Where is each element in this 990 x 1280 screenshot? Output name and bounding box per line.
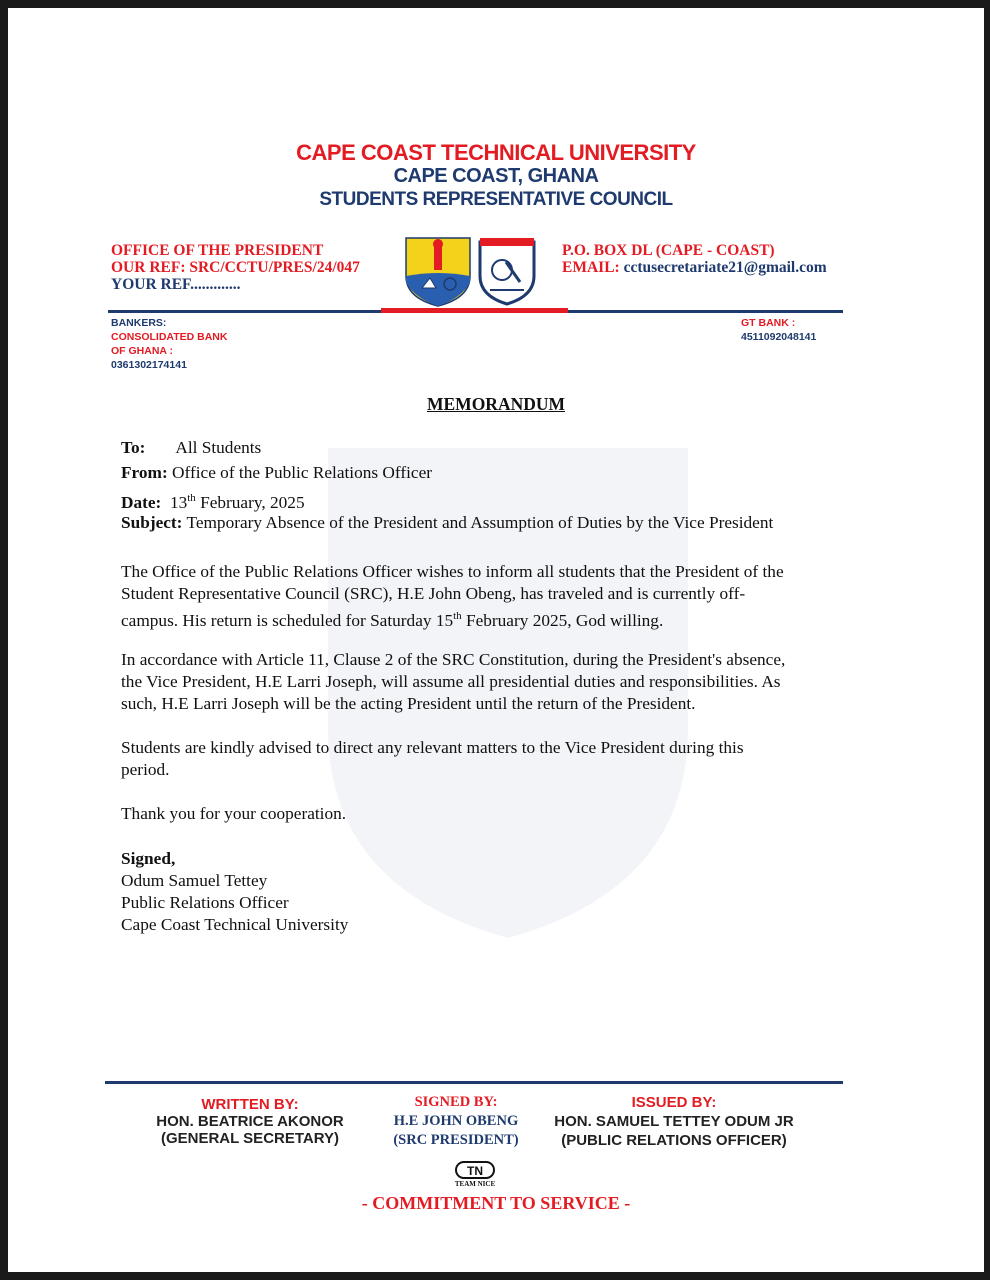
gt-bank-label: GT BANK :: [741, 317, 796, 329]
date-sup: th: [187, 492, 196, 504]
p2-line1: In accordance with Article 11, Clause 2 of the SRC Constitution, during the President's absence,: [121, 650, 786, 669]
p1-line1: The Office of the Public Relations Officer wishes to inform all students that the President of the: [121, 562, 784, 581]
header-rule-right: [568, 310, 843, 313]
written-name: HON. BEATRICE AKONOR: [156, 1113, 344, 1130]
our-ref: OUR REF: SRC/CCTU/PRES/24/047: [111, 259, 360, 276]
memo-subject: [121, 512, 773, 534]
from-value: Office of the Public Relations Officer: [172, 463, 432, 482]
bank-name-line1: CONSOLIDATED BANK: [111, 331, 228, 343]
header-rule-left: [108, 310, 385, 313]
p3-line1: Students are kindly advised to direct any relevant matters to the Vice President during this: [121, 738, 744, 757]
p3-line2: period.: [121, 760, 170, 779]
src-crest-icon: [476, 236, 538, 306]
team-nice-logo-icon: TN: [455, 1161, 495, 1179]
memo-page: [8, 8, 984, 1272]
university-name: CAPE COAST TECHNICAL UNIVERSITY: [296, 140, 696, 165]
university-location: CAPE COAST, GHANA: [393, 165, 599, 187]
p1-line3: campus. His return is scheduled for Saturday 15th February 2025, God willing.: [121, 610, 664, 630]
memo-date: [121, 487, 305, 514]
signatory-name: Odum Samuel Tettey: [121, 871, 268, 890]
gt-bank-account: 4511092048141: [741, 331, 817, 343]
signatory-institution: Cape Coast Technical University: [121, 915, 349, 934]
signed-by-name: H.E JOHN OBENG: [393, 1113, 519, 1129]
issued-role: (PUBLIC RELATIONS OFFICER): [561, 1132, 787, 1149]
signatory-title: Public Relations Officer: [121, 893, 289, 912]
po-box: P.O. BOX DL (CAPE - COAST): [562, 242, 775, 259]
footer-rule: [105, 1081, 843, 1084]
motto: - COMMITMENT TO SERVICE -: [361, 1193, 631, 1213]
closing-thanks: Thank you for your cooperation.: [121, 804, 347, 823]
bankers-label: BANKERS:: [111, 317, 167, 329]
footer-issued-by: [538, 1094, 810, 1149]
to-value: All Students: [175, 438, 262, 457]
p2-line2: the Vice President, H.E Larri Joseph, will assume all presidential duties and responsibilities. As: [121, 672, 781, 691]
subject-label: Subject:: [121, 513, 183, 532]
written-role: (GENERAL SECRETARY): [160, 1130, 340, 1147]
issued-name: HON. SAMUEL TETTEY ODUM JR: [554, 1113, 794, 1130]
university-crest-icon: [402, 236, 474, 308]
council-name: STUDENTS REPRESENTATIVE COUNCIL: [319, 189, 673, 210]
bank-account: 0361302174141: [111, 359, 187, 371]
bank-name-line2: OF GHANA :: [111, 345, 174, 357]
footer-written-by: [126, 1096, 374, 1147]
email-address: EMAIL: cctusecretariate21@gmail.com: [562, 259, 827, 276]
from-label: From:: [121, 463, 168, 482]
memo-from: [121, 462, 432, 484]
team-nice-caption: TEAM NICE: [454, 1180, 496, 1188]
p1-line2: Student Representative Council (SRC), H.E John Obeng, has traveled and is currently off-: [121, 584, 746, 603]
subject-value: Temporary Absence of the President and Assumption of Duties by the Vice President: [186, 513, 774, 532]
p2-line3: such, H.E Larri Joseph will be the acting President until the return of the President.: [121, 694, 696, 713]
signed-by-role: (SRC PRESIDENT): [393, 1132, 519, 1148]
office-of-president: OFFICE OF THE PRESIDENT: [111, 242, 324, 259]
memo-to: [121, 437, 261, 459]
footer-signed-by: [376, 1094, 536, 1149]
header-rule-red: [381, 308, 568, 313]
issued-label: ISSUED BY:: [631, 1094, 717, 1111]
signed-by-label: SIGNED BY:: [414, 1094, 498, 1110]
date-day: 13: [169, 492, 188, 512]
date-rest: February, 2025: [195, 492, 305, 512]
date-label: Date:: [121, 492, 162, 512]
written-label: WRITTEN BY:: [201, 1096, 299, 1113]
signed-label: Signed,: [121, 849, 176, 868]
memo-heading: MEMORANDUM: [426, 394, 566, 414]
your-ref: YOUR REF.............: [111, 276, 241, 293]
to-label: To:: [121, 438, 146, 457]
